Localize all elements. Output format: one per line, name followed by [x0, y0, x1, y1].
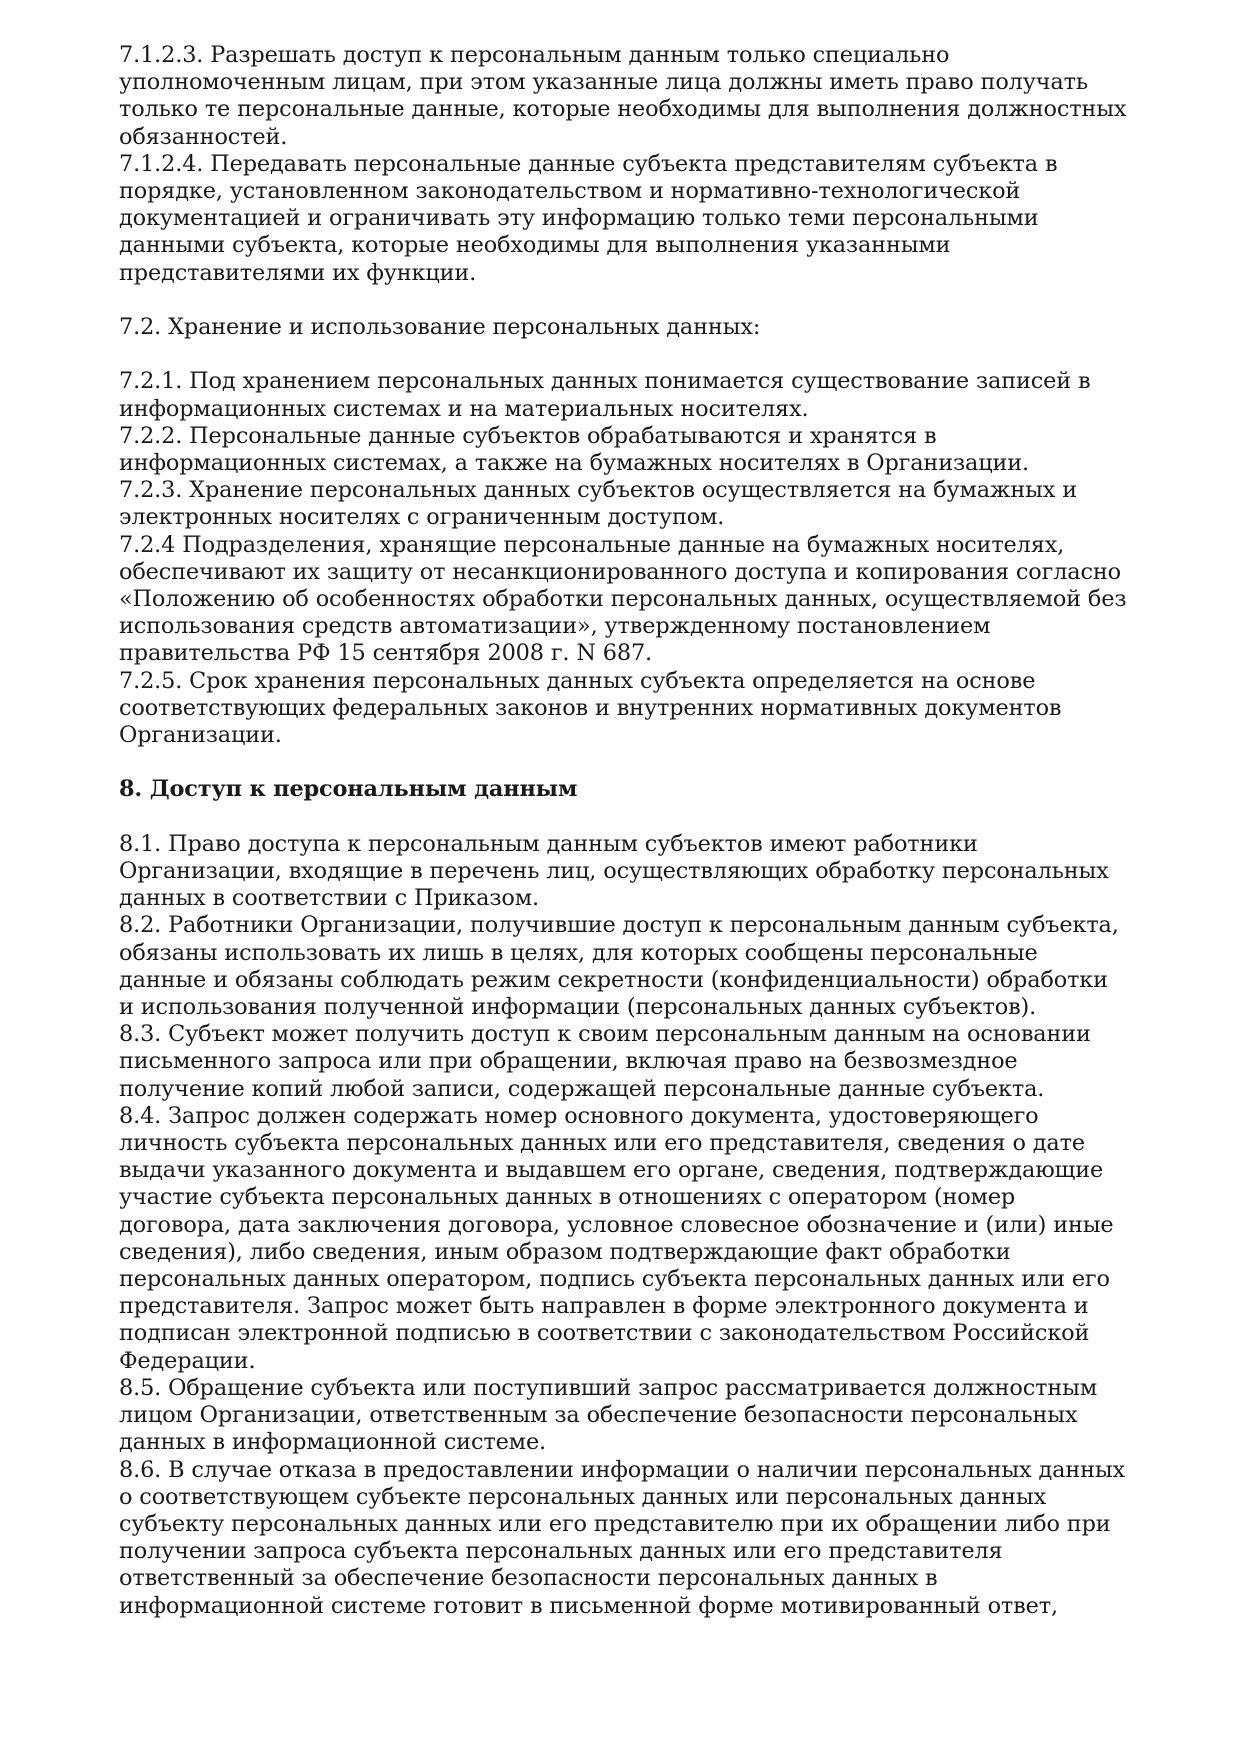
paragraph-p-8-2: 8.2. Работники Организации, получившие доступ к персональным данным субъекта, обязаны использовать их лишь в целях, для которых сообщены персональные данные и обязаны соблюдать режим секретности (конфиденциальности) обработки и использования полученной информации (персональных данных субъектов).: [119, 912, 1119, 1021]
section-heading-h-8: 8. Доступ к персональным данным: [119, 776, 578, 803]
document-body: [119, 42, 1129, 1620]
paragraph-p-7-2: 7.2. Хранение и использование персональных данных:: [119, 314, 761, 341]
paragraph-p-7-1-2-3: 7.1.2.3. Разрешать доступ к персональным данным только специально уполномоченным лицам, при этом указанные лица должны иметь право получать только те персональные данные, которые необходимы для выполнения должностных обязанностей.: [119, 42, 1127, 150]
paragraph-p-7-2-1: 7.2.1. Под хранением персональных данных понимается существование записей в информационных системах и на материальных носителях.: [119, 368, 1091, 422]
paragraph-p-8-4: 8.4. Запрос должен содержать номер основного документа, удостоверяющего личность субъекта персональных данных или его представителя, сведения о дате выдачи указанного документа и выдавшем его органе, сведения, подтверждающие участие субъекта персональных данных в отношениях с оператором (номер договора, дата заключения договора, условное словесное обозначение и (или) иные сведения), либо сведения, иным образом подтверждающие факт обработки персональных данных оператором, подпись субъекта персональных данных или его представителя. Запрос может быть направлен в форме электронного документа и подписан электронной подписью в соответствии с законодательством Российской Федерации.: [119, 1102, 1114, 1374]
paragraph-p-7-2-3: 7.2.3. Хранение персональных данных субъектов осуществляется на бумажных и электронных носителях с ограниченным доступом.: [119, 477, 1078, 531]
paragraph-p-7-2-2: 7.2.2. Персональные данные субъектов обрабатываются и хранятся в информационных системах, а также на бумажных носителях в Организации.: [119, 422, 1030, 477]
paragraph-p-7-2-4: 7.2.4 Подразделения, хранящие персональные данные на бумажных носителях, обеспечивают их защиту от несанкционированного доступа и копирования согласно «Положению об особенностях обработки персональных данных, осуществляемой без использования средств автоматизации», утвержденному постановлением правительства РФ 15 сентября 2008 г. N 687.: [119, 531, 1127, 667]
paragraph-p-7-2-5: 7.2.5. Срок хранения персональных данных субъекта определяется на основе соответствующих федеральных законов и внутренних нормативных документов Организации.: [119, 667, 1062, 749]
paragraph-p-8-6: 8.6. В случае отказа в предоставлении информации о наличии персональных данных о соответствующем субъекте персональных данных или персональных данных субъекту персональных данных или его представителю при их обращении либо при получении запроса субъекта персональных данных или его представителя ответственный за обеспечение безопасности персональных данных в информационной системе готовит в письменной форме мотивированный ответ,: [119, 1456, 1126, 1619]
paragraph-p-8-3: 8.3. Субъект может получить доступ к своим персональным данным на основании письменного запроса или при обращении, включая право на безвозмездное получение копий любой записи, содержащей персональные данные субъекта.: [119, 1021, 1091, 1102]
paragraph-p-8-5: 8.5. Обращение субъекта или поступивший запрос рассматривается должностным лицом Организации, ответственным за обеспечение безопасности персональных данных в информационной системе.: [119, 1374, 1098, 1456]
paragraph-p-8-1: 8.1. Право доступа к персональным данным субъектов имеют работники Организации, входящие в перечень лиц, осуществляющих обработку персональных данных в соответствии с Приказом.: [119, 830, 1109, 912]
paragraph-p-7-1-2-4: 7.1.2.4. Передавать персональные данные субъекта представителям субъекта в порядке, установленном законодательством и нормативно-технологической документацией и ограничивать эту информацию только теми персональными данными субъекта, которые необходимы для выполнения указанными представителями их функции.: [119, 150, 1058, 286]
